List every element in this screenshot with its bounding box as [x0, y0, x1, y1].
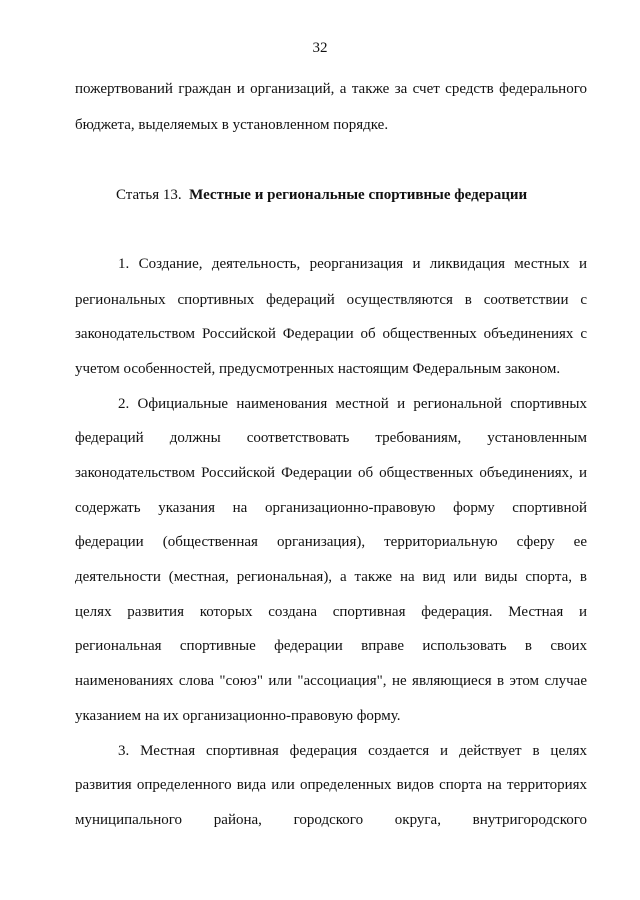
paragraph-2-line: региональная спортивные федерации вправе использовать в своих [75, 638, 587, 654]
intro-line: пожертвований граждан и организаций, а также за счет средств федерального [75, 81, 587, 97]
paragraph-3-line: муниципального района, городского округа, внутригородского [75, 812, 587, 828]
paragraph-1-line: учетом особенностей, предусмотренных настоящим Федеральным законом. [75, 361, 561, 377]
paragraph-2-line: законодательством Российской Федерации об общественных объединениях, и [75, 465, 587, 481]
paragraph-1-line: региональных спортивных федераций осуществляются в соответствии с [75, 292, 587, 308]
paragraph-1-line: законодательством Российской Федерации об общественных объединениях с [75, 326, 587, 342]
article-title: Местные и региональные спортивные федерации [189, 187, 528, 203]
paragraph-2-line: содержать указания на организационно-правовую форму спортивной [75, 500, 587, 516]
paragraph-2-line: наименованиях слова "союз" или "ассоциация", не являющиеся в этом случае [75, 673, 587, 689]
paragraph-2-line: 2. Официальные наименования местной и региональной спортивных [118, 396, 587, 412]
paragraph-2-line: целях развития которых создана спортивная федерация. Местная и [75, 604, 587, 620]
paragraph-2-line: указанием на их организационно-правовую форму. [75, 708, 401, 724]
paragraph-3-line: развития определенного вида или определенных видов спорта на территориях [75, 777, 587, 793]
paragraph-3-line: 3. Местная спортивная федерация создается и действует в целях [118, 743, 587, 759]
paragraph-2-line: федераций должны соответствовать требованиям, установленным [75, 430, 587, 446]
article-heading [116, 186, 527, 204]
paragraph-2-line: деятельности (местная, региональная), а также на вид или виды спорта, в [75, 569, 587, 585]
paragraph-1-line: 1. Создание, деятельность, реорганизация и ликвидация местных и [118, 256, 587, 272]
page-number: 32 [312, 40, 328, 56]
intro-line: бюджета, выделяемых в установленном порядке. [75, 117, 389, 133]
paragraph-2-line: федерации (общественная организация), территориальную сферу ее [75, 534, 587, 550]
article-label: Статья 13. [116, 187, 182, 203]
